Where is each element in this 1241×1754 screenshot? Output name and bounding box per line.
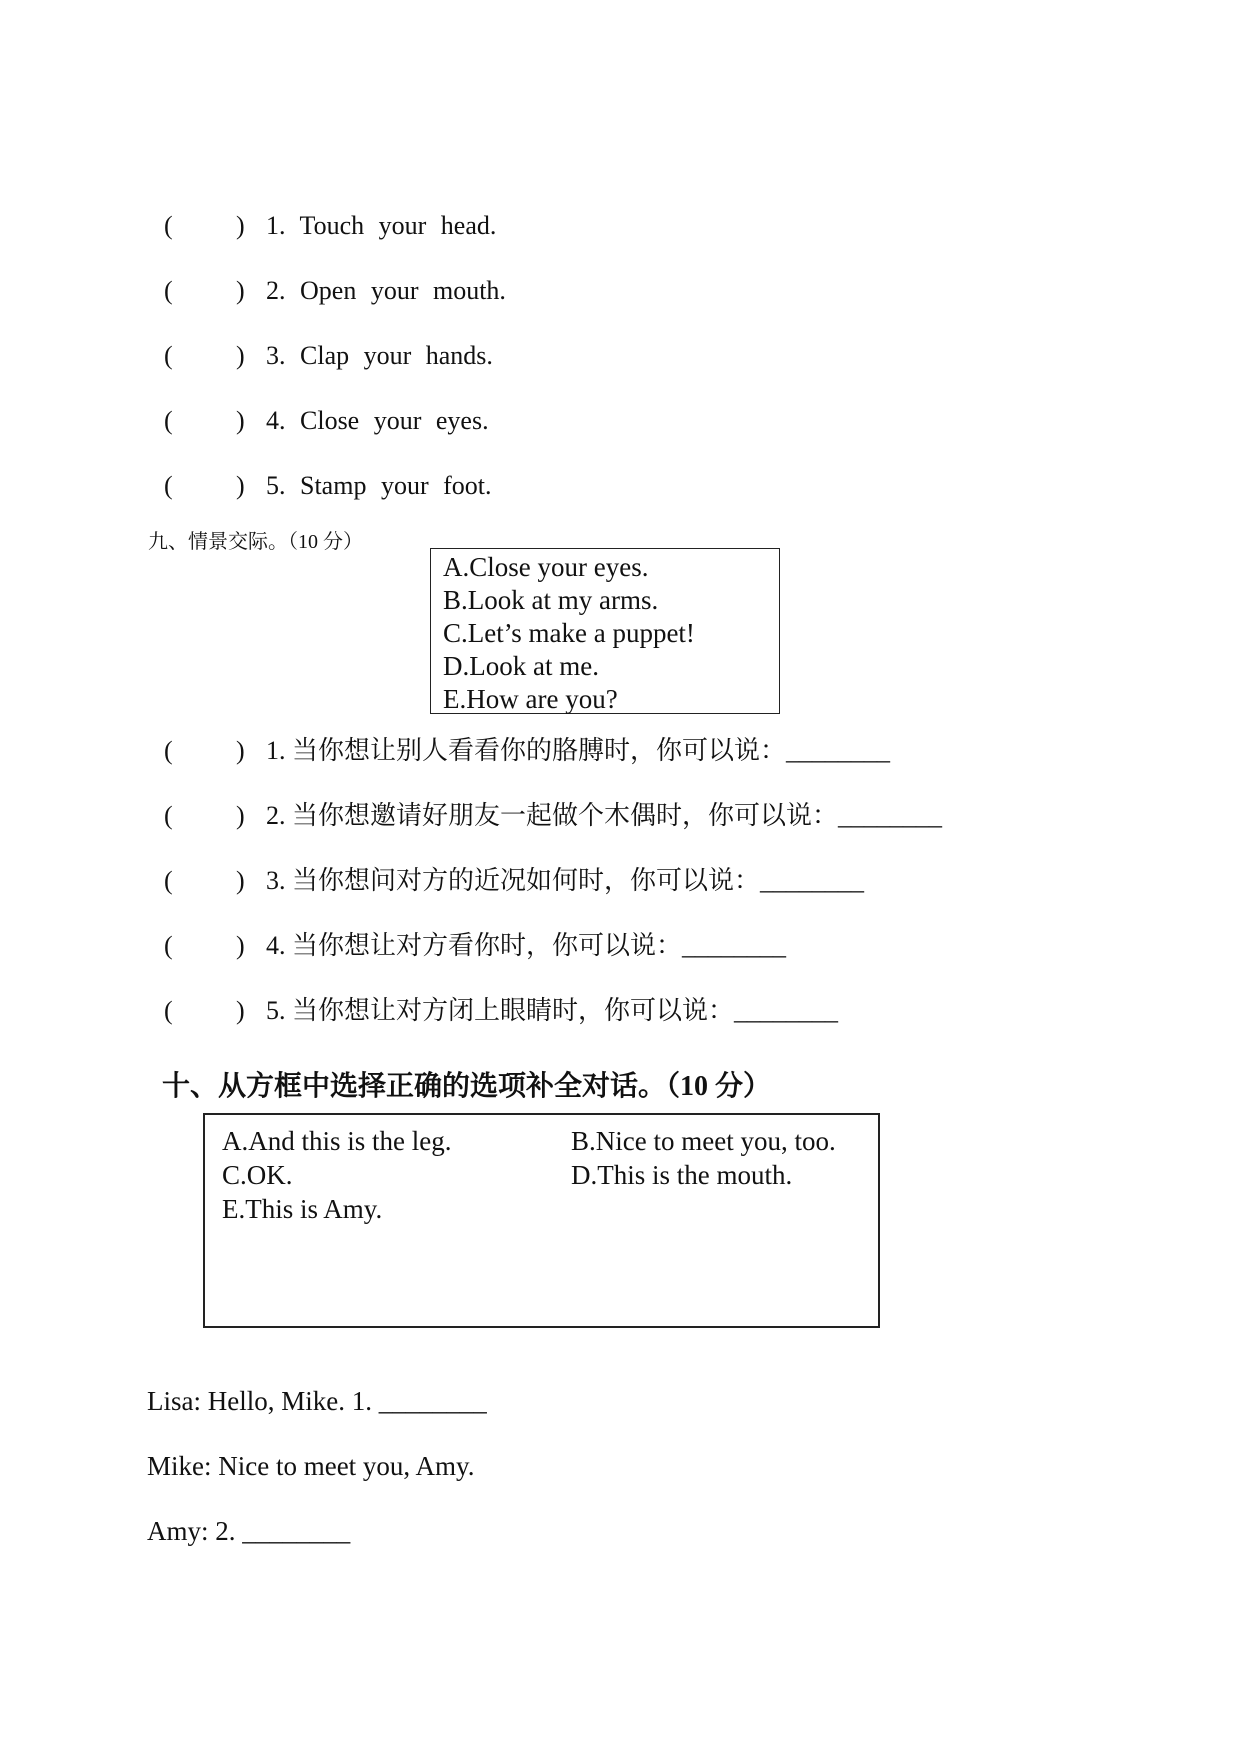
item-number: 1. (266, 736, 286, 765)
s8-item-text (266, 278, 506, 304)
s9-item-text (266, 868, 864, 894)
item-sentence: Open your mouth. (300, 276, 506, 305)
item-number: 5. (266, 471, 286, 500)
option-b: B.Look at my arms. (443, 585, 659, 615)
item-number: 3. (266, 866, 286, 895)
answer-paren-left: ( (164, 736, 173, 765)
option-b: B.Nice to meet you, too. (571, 1126, 836, 1156)
answer-paren-left: ( (164, 471, 173, 500)
s9-item-text (266, 933, 786, 959)
item-question: 当你想让对方闭上眼睛时，你可以说：________ (292, 996, 839, 1025)
answer-paren-left: ( (164, 866, 173, 895)
s9-item-text (266, 998, 838, 1024)
dialogue-line-1: Lisa: Hello, Mike. 1. ________ (147, 1386, 487, 1416)
item-question: 当你想让对方看你时，你可以说：________ (292, 931, 787, 960)
item-number: 4. (266, 406, 286, 435)
answer-paren-right: ) (236, 471, 245, 500)
s9-item-text (266, 803, 942, 829)
item-number: 1. (266, 211, 286, 240)
answer-paren-right: ) (236, 406, 245, 435)
s8-item-text (266, 343, 493, 369)
answer-paren-left: ( (164, 406, 173, 435)
section9-options-box (430, 548, 780, 714)
option-c: C.Let’s make a puppet! (443, 618, 695, 648)
option-d: D.Look at me. (443, 651, 599, 681)
answer-paren-left: ( (164, 211, 173, 240)
s9-item-text (266, 738, 890, 764)
item-number: 2. (266, 801, 286, 830)
s8-item-text (266, 473, 492, 499)
answer-paren-right: ) (236, 996, 245, 1025)
item-question: 当你想问对方的近况如何时，你可以说：________ (292, 866, 865, 895)
option-e: E.How are you? (443, 684, 618, 714)
answer-paren-left: ( (164, 996, 173, 1025)
option-a: A.And this is the leg. (222, 1126, 452, 1156)
answer-paren-right: ) (236, 801, 245, 830)
answer-paren-left: ( (164, 931, 173, 960)
option-a: A.Close your eyes. (443, 552, 649, 582)
answer-paren-left: ( (164, 801, 173, 830)
section10-options-box (203, 1113, 880, 1328)
option-c: C.OK. (222, 1160, 293, 1190)
answer-paren-right: ) (236, 276, 245, 305)
item-number: 5. (266, 996, 286, 1025)
item-question: 当你想邀请好朋友一起做个木偶时，你可以说：________ (292, 801, 943, 830)
s8-item-text (266, 408, 489, 434)
item-question: 当你想让别人看看你的胳膊时，你可以说：________ (292, 736, 891, 765)
s8-item-text (266, 213, 496, 239)
option-d: D.This is the mouth. (571, 1160, 793, 1190)
item-sentence: Close your eyes. (300, 406, 489, 435)
answer-paren-left: ( (164, 341, 173, 370)
answer-paren-right: ) (236, 866, 245, 895)
item-sentence: Touch your head. (299, 211, 497, 240)
dialogue-line-3: Amy: 2. ________ (147, 1516, 351, 1546)
section10-title: 十、从方框中选择正确的选项补全对话。（10 分） (162, 1071, 772, 1102)
section9-title: 九、情景交际。（10 分） (148, 531, 363, 553)
answer-paren-right: ) (236, 341, 245, 370)
item-sentence: Stamp your foot. (300, 471, 492, 500)
option-e: E.This is Amy. (222, 1194, 383, 1224)
answer-paren-left: ( (164, 276, 173, 305)
item-sentence: Clap your hands. (300, 341, 493, 370)
item-number: 2. (266, 276, 286, 305)
dialogue-line-2: Mike: Nice to meet you, Amy. (147, 1451, 475, 1481)
answer-paren-right: ) (236, 211, 245, 240)
answer-paren-right: ) (236, 931, 245, 960)
item-number: 3. (266, 341, 286, 370)
item-number: 4. (266, 931, 286, 960)
answer-paren-right: ) (236, 736, 245, 765)
